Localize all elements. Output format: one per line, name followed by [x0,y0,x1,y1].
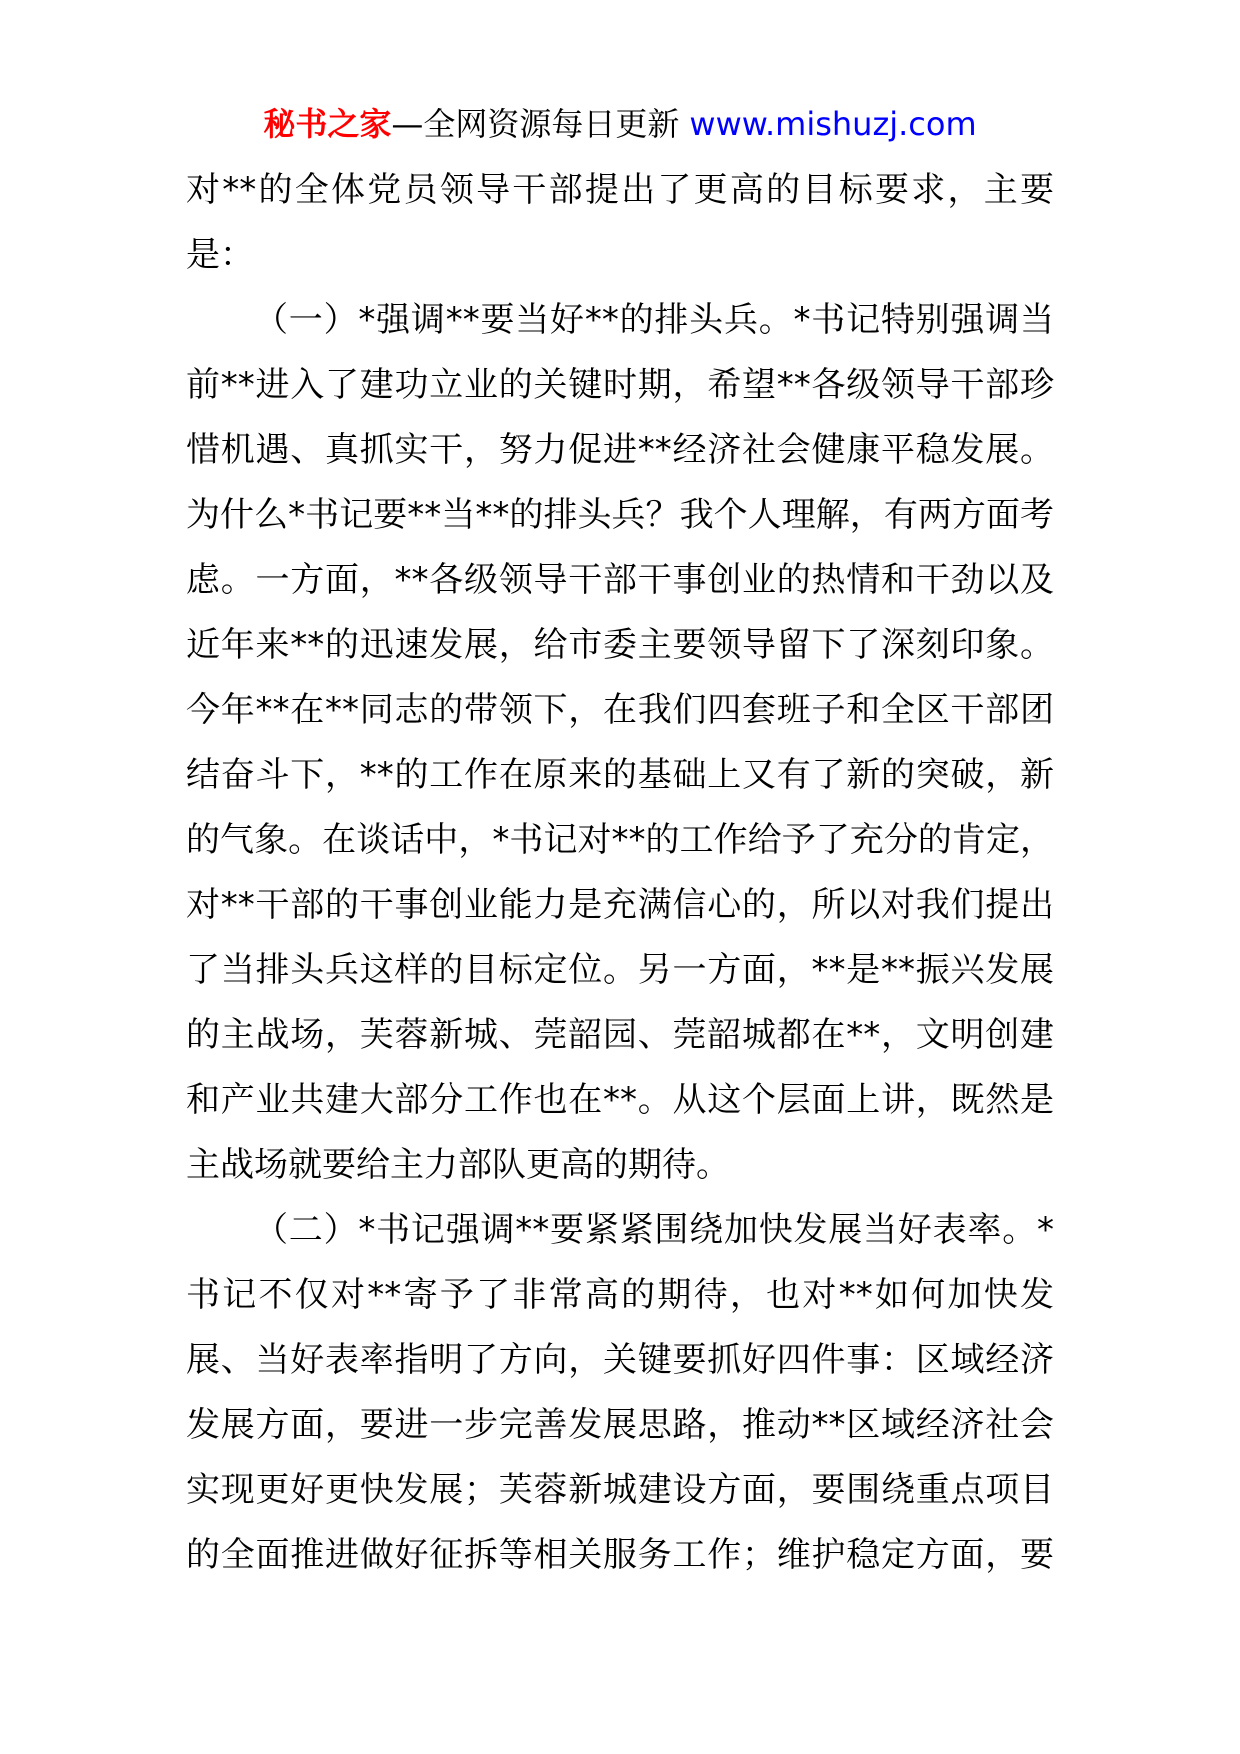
text-line: 的气象。在谈话中，*书记对**的工作给予了充分的肯定， [186,820,1054,860]
text-line: 书记不仅对**寄予了非常高的期待，也对**如何加快发 [186,1275,1054,1315]
header-tagline: —全网资源每日更新 [391,105,680,143]
text-line: 的主战场，芙蓉新城、莞韶园、莞韶城都在**，文明创建 [186,1015,1054,1055]
page-header [0,96,1240,152]
text-line: 实现更好更快发展；芙蓉新城建设方面，要围绕重点项目 [186,1470,1054,1510]
text-line: 主战场就要给主力部队更高的期待。 [186,1145,730,1185]
brand-name: 秘书之家 [263,105,392,143]
text-line: 展、当好表率指明了方向，关键要抓好四件事：区域经济 [186,1340,1054,1380]
document-body [186,158,1054,1588]
paragraph-heading-2: （二）*书记强调**要紧紧围绕加快发展当好表率。* [254,1210,1054,1250]
paragraph-heading-1: （一）*强调**要当好**的排头兵。*书记特别强调当 [254,300,1054,340]
text-line: 的全面推进做好征拆等相关服务工作；维护稳定方面，要 [186,1535,1054,1575]
text-line: 是： [186,235,254,275]
text-line: 今年**在**同志的带领下，在我们四套班子和全区干部团 [186,690,1054,730]
text-line: 前**进入了建功立业的关键时期，希望**各级领导干部珍 [186,365,1054,405]
text-line: 对**的全体党员领导干部提出了更高的目标要求，主要 [186,170,1054,210]
text-line: 虑。一方面，**各级领导干部干事创业的热情和干劲以及 [186,560,1054,600]
text-line: 近年来**的迅速发展，给市委主要领导留下了深刻印象。 [186,625,1054,665]
text-line: 了当排头兵这样的目标定位。另一方面，**是**振兴发展 [186,950,1054,990]
text-line: 为什么*书记要**当**的排头兵？我个人理解，有两方面考 [186,495,1054,535]
text-line: 对**干部的干事创业能力是充满信心的，所以对我们提出 [186,885,1054,925]
text-line: 和产业共建大部分工作也在**。从这个层面上讲，既然是 [186,1080,1054,1120]
text-line: 结奋斗下，**的工作在原来的基础上又有了新的突破，新 [186,755,1054,795]
text-line: 惜机遇、真抓实干，努力促进**经济社会健康平稳发展。 [186,430,1054,470]
website-url[interactable]: www.mishuzj.com [689,105,977,143]
text-line: 发展方面，要进一步完善发展思路，推动**区域经济社会 [186,1405,1054,1445]
